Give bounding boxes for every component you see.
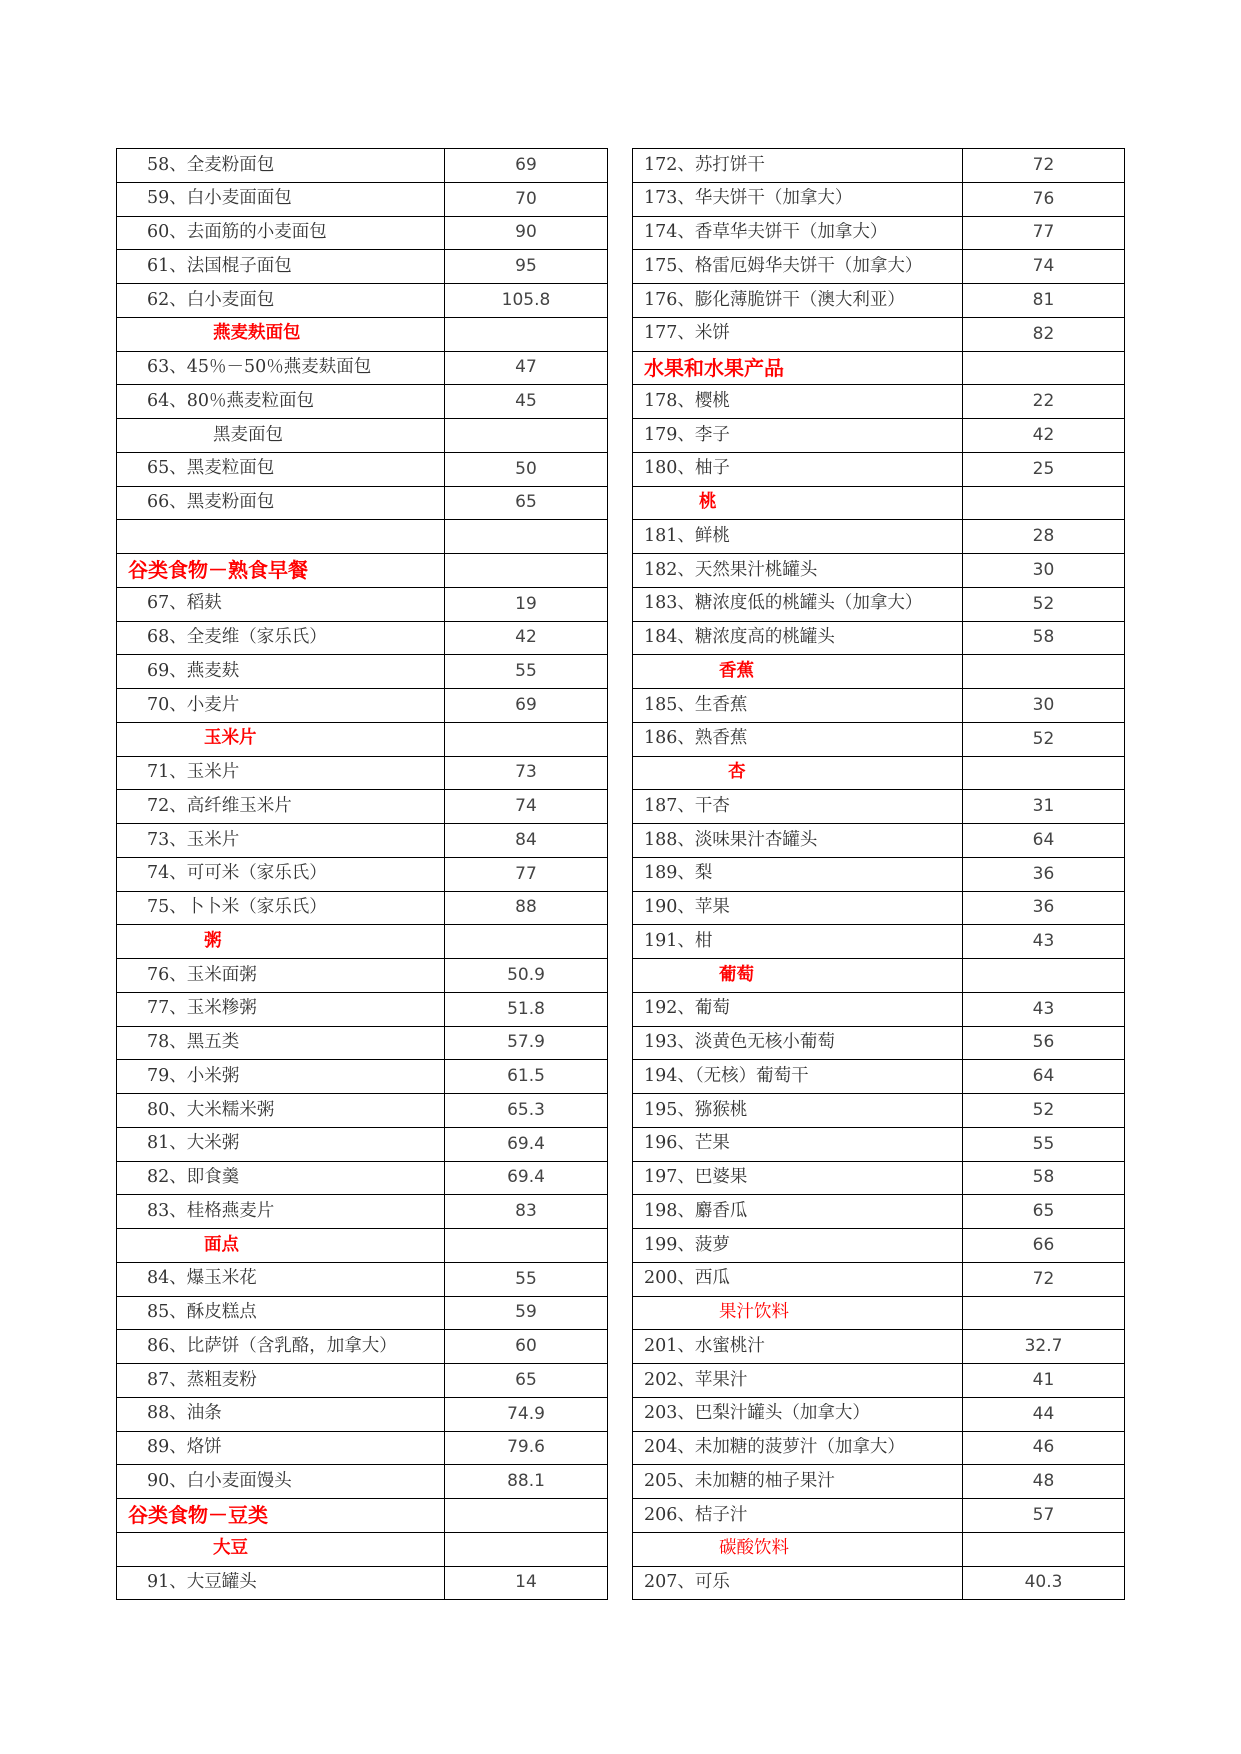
food-row (117, 1431, 608, 1465)
gi-value: 72 (963, 1262, 1125, 1296)
gi-value (445, 419, 608, 453)
food-name: 71、玉米片 (117, 756, 445, 790)
food-name: 189、梨 (633, 857, 963, 891)
food-row (633, 1195, 1125, 1229)
subcategory-title: 玉米片 (117, 722, 445, 756)
gi-value: 25 (963, 452, 1125, 486)
gi-value: 82 (963, 317, 1125, 351)
food-row (633, 1364, 1125, 1398)
gi-value: 69 (445, 149, 608, 183)
gi-value: 41 (963, 1364, 1125, 1398)
gi-value: 45 (445, 385, 608, 419)
gi-value: 47 (445, 351, 608, 385)
food-row (633, 790, 1125, 824)
food-row (117, 1262, 608, 1296)
gi-value: 69.4 (445, 1127, 608, 1161)
gi-value: 69 (445, 689, 608, 723)
food-name: 177、米饼 (633, 317, 963, 351)
gi-value: 50 (445, 452, 608, 486)
gi-value: 65 (445, 486, 608, 520)
gi-value: 73 (445, 756, 608, 790)
food-name: 91、大豆罐头 (117, 1566, 445, 1600)
food-name: 181、鲜桃 (633, 520, 963, 554)
gi-value (963, 1532, 1125, 1566)
gi-value: 88 (445, 891, 608, 925)
food-row (633, 891, 1125, 925)
gi-value: 65 (963, 1195, 1125, 1229)
subcategory-title: 碳酸饮料 (633, 1532, 963, 1566)
food-name: 75、卜卜米（家乐氏） (117, 891, 445, 925)
gi-value: 64 (963, 824, 1125, 858)
gi-value: 77 (963, 216, 1125, 250)
food-name: 207、可乐 (633, 1566, 963, 1600)
food-name: 77、玉米糁粥 (117, 992, 445, 1026)
gi-value: 57 (963, 1499, 1125, 1533)
gi-value: 36 (963, 891, 1125, 925)
subcategory-row (633, 486, 1125, 520)
food-row (117, 1566, 608, 1600)
gi-value: 43 (963, 925, 1125, 959)
food-name: 61、法国棍子面包 (117, 250, 445, 284)
food-name: 201、水蜜桃汁 (633, 1330, 963, 1364)
food-row (117, 790, 608, 824)
food-name: 87、蒸粗麦粉 (117, 1364, 445, 1398)
food-name: 176、膨化薄脆饼干（澳大利亚） (633, 284, 963, 318)
food-row (633, 857, 1125, 891)
food-name: 172、苏打饼干 (633, 149, 963, 183)
empty-cell (117, 520, 445, 554)
food-row (633, 1127, 1125, 1161)
gi-value: 52 (963, 722, 1125, 756)
food-name: 69、燕麦麸 (117, 655, 445, 689)
gi-value: 55 (963, 1127, 1125, 1161)
food-name: 65、黑麦粒面包 (117, 452, 445, 486)
food-row (117, 891, 608, 925)
food-name: 190、苹果 (633, 891, 963, 925)
food-name: 193、淡黄色无核小葡萄 (633, 1026, 963, 1060)
gi-value: 72 (963, 149, 1125, 183)
gi-value: 52 (963, 1094, 1125, 1128)
food-row (117, 1060, 608, 1094)
food-row (117, 250, 608, 284)
food-row (633, 554, 1125, 588)
food-name: 79、小米粥 (117, 1060, 445, 1094)
gi-value: 56 (963, 1026, 1125, 1060)
food-row (117, 1026, 608, 1060)
subcategory-title: 黑麦面包 (117, 419, 445, 453)
right-gi-table (632, 148, 1125, 1600)
gi-value: 59 (445, 1296, 608, 1330)
subcategory-row (633, 655, 1125, 689)
food-name: 184、糖浓度高的桃罐头 (633, 621, 963, 655)
food-row (117, 1161, 608, 1195)
food-row (117, 1127, 608, 1161)
gi-value (445, 317, 608, 351)
gi-value (963, 1296, 1125, 1330)
category-title: 水果和水果产品 (633, 351, 963, 385)
gi-value: 81 (963, 284, 1125, 318)
food-row (633, 149, 1125, 183)
food-name: 199、菠萝 (633, 1229, 963, 1263)
food-name: 72、高纤维玉米片 (117, 790, 445, 824)
gi-value: 65.3 (445, 1094, 608, 1128)
gi-value: 51.8 (445, 992, 608, 1026)
food-row (117, 216, 608, 250)
food-name: 206、桔子汁 (633, 1499, 963, 1533)
food-name: 203、巴梨汁罐头（加拿大） (633, 1397, 963, 1431)
food-row (633, 621, 1125, 655)
food-row (633, 925, 1125, 959)
gi-value: 105.8 (445, 284, 608, 318)
subcategory-row (117, 317, 608, 351)
gi-value: 19 (445, 587, 608, 621)
category-header-row (633, 351, 1125, 385)
subcategory-title: 香蕉 (633, 655, 963, 689)
gi-value: 46 (963, 1431, 1125, 1465)
food-row (633, 1465, 1125, 1499)
gi-value: 30 (963, 554, 1125, 588)
gi-value: 42 (963, 419, 1125, 453)
subcategory-row (633, 959, 1125, 993)
food-name: 90、白小麦面馒头 (117, 1465, 445, 1499)
food-name: 179、李子 (633, 419, 963, 453)
food-row (117, 959, 608, 993)
food-name: 89、烙饼 (117, 1431, 445, 1465)
food-row (117, 824, 608, 858)
food-row (633, 1161, 1125, 1195)
gi-value: 88.1 (445, 1465, 608, 1499)
food-row (633, 1499, 1125, 1533)
gi-value: 83 (445, 1195, 608, 1229)
food-name: 84、爆玉米花 (117, 1262, 445, 1296)
gi-value: 48 (963, 1465, 1125, 1499)
food-name: 198、麝香瓜 (633, 1195, 963, 1229)
food-name: 83、桂格燕麦片 (117, 1195, 445, 1229)
food-row (117, 689, 608, 723)
gi-value: 43 (963, 992, 1125, 1026)
subcategory-title: 果汁饮料 (633, 1296, 963, 1330)
food-row (117, 1296, 608, 1330)
gi-value: 61.5 (445, 1060, 608, 1094)
gi-value (445, 1532, 608, 1566)
food-name: 200、西瓜 (633, 1262, 963, 1296)
category-header-row (117, 554, 608, 588)
food-row (633, 216, 1125, 250)
category-title: 谷类食物－熟食早餐 (117, 554, 445, 588)
food-row (633, 1262, 1125, 1296)
gi-value: 55 (445, 1262, 608, 1296)
food-name: 194、（无核）葡萄干 (633, 1060, 963, 1094)
food-row (633, 419, 1125, 453)
food-row (633, 1229, 1125, 1263)
food-row (117, 1465, 608, 1499)
food-row (117, 452, 608, 486)
food-name: 78、黑五类 (117, 1026, 445, 1060)
food-row (633, 1397, 1125, 1431)
gi-value: 42 (445, 621, 608, 655)
food-row (633, 1431, 1125, 1465)
food-name: 191、柑 (633, 925, 963, 959)
food-row (633, 1330, 1125, 1364)
food-name: 196、芒果 (633, 1127, 963, 1161)
gi-value: 30 (963, 689, 1125, 723)
food-row (117, 385, 608, 419)
subcategory-row (633, 1532, 1125, 1566)
gi-value: 77 (445, 857, 608, 891)
food-row (117, 587, 608, 621)
gi-value: 32.7 (963, 1330, 1125, 1364)
gi-value (445, 554, 608, 588)
gi-value: 57.9 (445, 1026, 608, 1060)
gi-value: 14 (445, 1566, 608, 1600)
food-row (117, 284, 608, 318)
subcategory-row (633, 1296, 1125, 1330)
gi-value: 40.3 (963, 1566, 1125, 1600)
category-header-row (117, 1499, 608, 1533)
gi-value (963, 486, 1125, 520)
food-row (633, 284, 1125, 318)
food-row (117, 1195, 608, 1229)
gi-value: 44 (963, 1397, 1125, 1431)
subcategory-row (633, 756, 1125, 790)
gi-value: 64 (963, 1060, 1125, 1094)
food-name: 88、油条 (117, 1397, 445, 1431)
food-name: 192、葡萄 (633, 992, 963, 1026)
food-row (633, 1060, 1125, 1094)
gi-value: 60 (445, 1330, 608, 1364)
empty-row (117, 520, 608, 554)
food-row (117, 992, 608, 1026)
food-row (633, 250, 1125, 284)
food-name: 74、可可米（家乐氏） (117, 857, 445, 891)
food-row (117, 1330, 608, 1364)
food-name: 185、生香蕉 (633, 689, 963, 723)
gi-value: 66 (963, 1229, 1125, 1263)
food-name: 70、小麦片 (117, 689, 445, 723)
food-name: 180、柚子 (633, 452, 963, 486)
food-row (633, 317, 1125, 351)
food-name: 195、猕猴桃 (633, 1094, 963, 1128)
food-name: 182、天然果汁桃罐头 (633, 554, 963, 588)
gi-value: 74.9 (445, 1397, 608, 1431)
food-row (117, 351, 608, 385)
subcategory-row (117, 925, 608, 959)
food-row (633, 1094, 1125, 1128)
gi-value: 55 (445, 655, 608, 689)
food-name: 58、全麦粉面包 (117, 149, 445, 183)
food-name: 82、即食羹 (117, 1161, 445, 1195)
subcategory-title: 葡萄 (633, 959, 963, 993)
food-name: 205、未加糖的柚子果汁 (633, 1465, 963, 1499)
food-row (633, 520, 1125, 554)
food-name: 80、大米糯米粥 (117, 1094, 445, 1128)
gi-value: 31 (963, 790, 1125, 824)
food-row (117, 621, 608, 655)
food-name: 188、淡味果汁杏罐头 (633, 824, 963, 858)
subcategory-row (117, 1532, 608, 1566)
gi-value: 76 (963, 182, 1125, 216)
food-row (117, 857, 608, 891)
food-name: 76、玉米面粥 (117, 959, 445, 993)
subcategory-title: 面点 (117, 1229, 445, 1263)
food-name: 81、大米粥 (117, 1127, 445, 1161)
food-name: 186、熟香蕉 (633, 722, 963, 756)
food-name: 187、干杏 (633, 790, 963, 824)
food-row (117, 756, 608, 790)
gi-value (963, 655, 1125, 689)
food-name: 202、苹果汁 (633, 1364, 963, 1398)
gi-value (445, 1229, 608, 1263)
food-name: 85、酥皮糕点 (117, 1296, 445, 1330)
gi-value (445, 520, 608, 554)
food-name: 86、比萨饼（含乳酪，加拿大） (117, 1330, 445, 1364)
food-name: 64、80％燕麦粒面包 (117, 385, 445, 419)
food-name: 174、香草华夫饼干（加拿大） (633, 216, 963, 250)
food-row (633, 1026, 1125, 1060)
gi-value: 28 (963, 520, 1125, 554)
subcategory-title: 大豆 (117, 1532, 445, 1566)
gi-value (963, 959, 1125, 993)
left-gi-table (116, 148, 608, 1600)
gi-value: 58 (963, 1161, 1125, 1195)
food-name: 67、稻麸 (117, 587, 445, 621)
food-row (633, 992, 1125, 1026)
gi-value: 95 (445, 250, 608, 284)
food-row (117, 182, 608, 216)
food-row (633, 452, 1125, 486)
food-row (633, 182, 1125, 216)
food-name: 173、华夫饼干（加拿大） (633, 182, 963, 216)
food-name: 68、全麦维（家乐氏） (117, 621, 445, 655)
food-row (117, 486, 608, 520)
subcategory-row (117, 419, 608, 453)
food-row (117, 149, 608, 183)
subcategory-title: 粥 (117, 925, 445, 959)
food-row (633, 1566, 1125, 1600)
subcategory-row (117, 722, 608, 756)
gi-value: 79.6 (445, 1431, 608, 1465)
food-name: 73、玉米片 (117, 824, 445, 858)
gi-value (445, 1499, 608, 1533)
food-name: 62、白小麦面包 (117, 284, 445, 318)
food-name: 59、白小麦面面包 (117, 182, 445, 216)
subcategory-title: 桃 (633, 486, 963, 520)
gi-value: 36 (963, 857, 1125, 891)
food-row (633, 689, 1125, 723)
food-row (117, 1364, 608, 1398)
food-name: 175、格雷厄姆华夫饼干（加拿大） (633, 250, 963, 284)
subcategory-title: 燕麦麸面包 (117, 317, 445, 351)
food-row (117, 1397, 608, 1431)
gi-value: 69.4 (445, 1161, 608, 1195)
gi-value (445, 925, 608, 959)
category-title: 谷类食物－豆类 (117, 1499, 445, 1533)
food-name: 60、去面筋的小麦面包 (117, 216, 445, 250)
gi-value: 52 (963, 587, 1125, 621)
gi-value: 50.9 (445, 959, 608, 993)
gi-value (445, 722, 608, 756)
food-row (633, 385, 1125, 419)
gi-value (963, 756, 1125, 790)
food-name: 63、45％－50％燕麦麸面包 (117, 351, 445, 385)
food-row (117, 1094, 608, 1128)
gi-value: 65 (445, 1364, 608, 1398)
food-name: 204、未加糖的菠萝汁（加拿大） (633, 1431, 963, 1465)
subcategory-title: 杏 (633, 756, 963, 790)
food-name: 197、巴婆果 (633, 1161, 963, 1195)
gi-value: 90 (445, 216, 608, 250)
food-row (633, 587, 1125, 621)
gi-value: 74 (445, 790, 608, 824)
gi-value: 74 (963, 250, 1125, 284)
food-name: 178、樱桃 (633, 385, 963, 419)
food-row (633, 722, 1125, 756)
gi-value: 70 (445, 182, 608, 216)
food-row (117, 655, 608, 689)
gi-value: 84 (445, 824, 608, 858)
gi-value: 22 (963, 385, 1125, 419)
food-row (633, 824, 1125, 858)
food-name: 66、黑麦粉面包 (117, 486, 445, 520)
gi-value (963, 351, 1125, 385)
food-name: 183、糖浓度低的桃罐头（加拿大） (633, 587, 963, 621)
subcategory-row (117, 1229, 608, 1263)
gi-value: 58 (963, 621, 1125, 655)
